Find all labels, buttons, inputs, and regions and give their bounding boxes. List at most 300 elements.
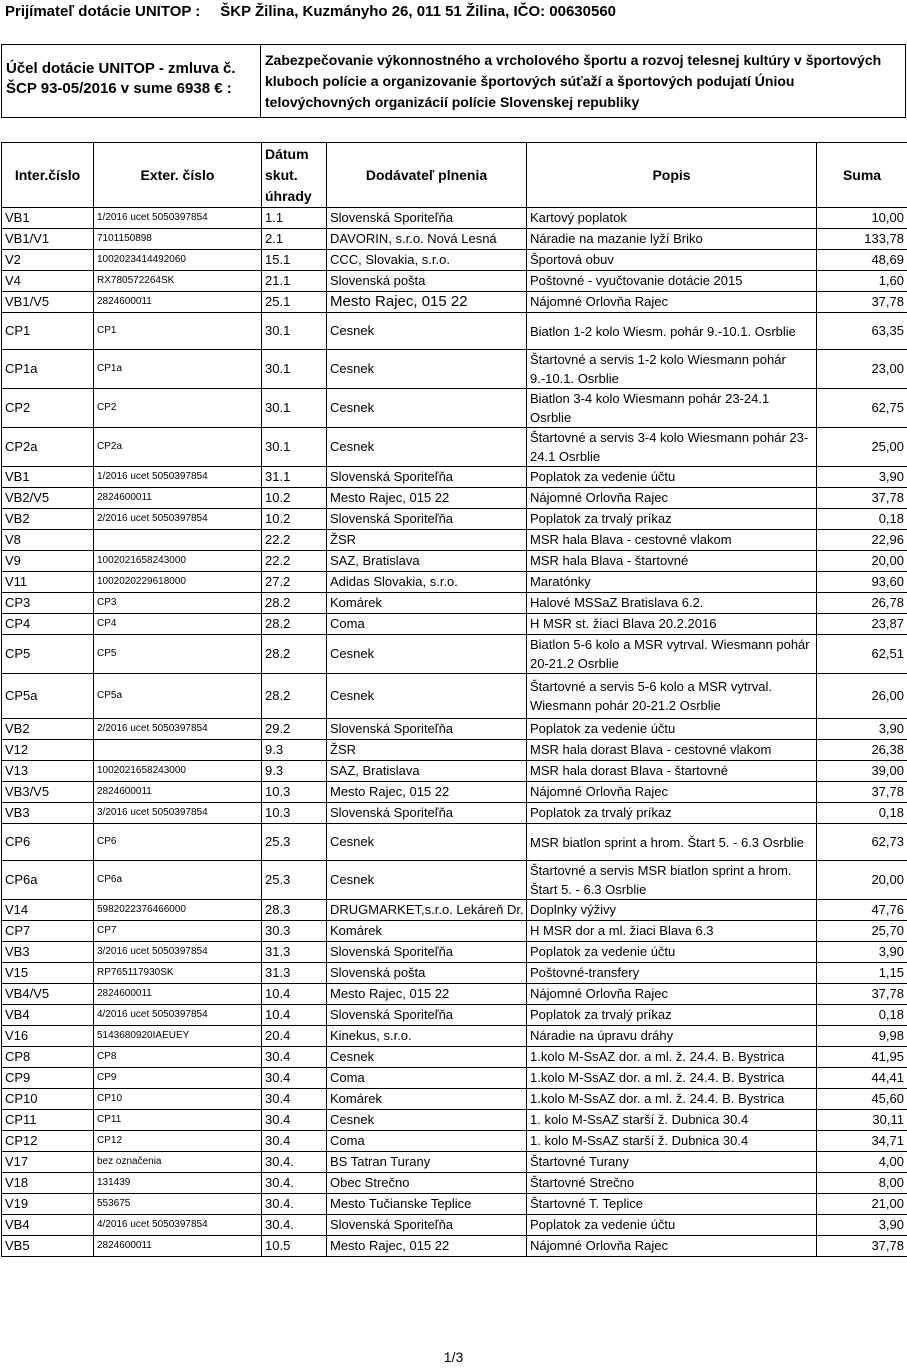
cell-supplier: Slovenská Sporiteľňa (327, 208, 527, 229)
cell-inter: VB2/V5 (2, 488, 94, 509)
cell-supplier: Cesnek (327, 674, 527, 719)
cell-inter: VB3/V5 (2, 782, 94, 803)
cell-inter: V16 (2, 1026, 94, 1047)
purpose-text: Zabezpečovanie výkonnostného a vrcholového športu a rozvoj telesnej kultúry v športových kluboch polície a organizovanie športových súťaží a športových podujatí Úniou telovýchovných organizácií polície Slovenskej republiky (265, 52, 882, 110)
cell-exter: 131439 (94, 1173, 262, 1194)
cell-desc: Nájomné Orlovňa Rajec (527, 1236, 817, 1257)
cell-date: 10.4 (262, 1005, 327, 1026)
cell-inter: CP5a (2, 674, 94, 719)
cell-desc: MSR hala dorast Blava - cestovné vlakom (527, 740, 817, 761)
cell-supplier: Slovenská Sporiteľňa (327, 467, 527, 488)
cell-sum: 0,18 (817, 803, 907, 824)
cell-supplier: Slovenská pošta (327, 271, 527, 292)
cell-exter: 1/2016 ucet 5050397854 (94, 208, 262, 229)
cell-exter: 1002020229618000 (94, 572, 262, 593)
cell-supplier: Kinekus, s.r.o. (327, 1026, 527, 1047)
cell-supplier: Komárek (327, 593, 527, 614)
cell-exter: bez označenia (94, 1152, 262, 1173)
cell-inter: VB1/V5 (2, 292, 94, 313)
cell-sum: 25,00 (817, 428, 907, 467)
cell-exter: 553675 (94, 1194, 262, 1215)
cell-date: 30.4. (262, 1173, 327, 1194)
cell-sum: 10,00 (817, 208, 907, 229)
cell-supplier: Cesnek (327, 350, 527, 389)
cell-inter: VB2 (2, 509, 94, 530)
cell-supplier: Slovenská Sporiteľňa (327, 1005, 527, 1026)
table-row (2, 1173, 907, 1194)
cell-desc: Poplatok za vedenie účtu (527, 467, 817, 488)
cell-desc: Biatlon 3-4 kolo Wiesmann pohár 23-24.1 Osrblie (527, 389, 817, 428)
cell-supplier: ŽSR (327, 740, 527, 761)
cell-inter: CP6a (2, 861, 94, 900)
cell-inter: CP6 (2, 824, 94, 861)
cell-supplier: Cesnek (327, 635, 527, 674)
cell-date: 28.2 (262, 635, 327, 674)
table-row (2, 782, 907, 803)
cell-sum: 62,75 (817, 389, 907, 428)
cell-sum: 37,78 (817, 488, 907, 509)
cell-sum: 23,87 (817, 614, 907, 635)
cell-inter: VB1 (2, 208, 94, 229)
table-row (2, 350, 907, 389)
table-row (2, 428, 907, 467)
cell-sum: 47,76 (817, 900, 907, 921)
cell-sum: 9,98 (817, 1026, 907, 1047)
cell-date: 27.2 (262, 572, 327, 593)
cell-inter: V13 (2, 761, 94, 782)
cell-inter: CP4 (2, 614, 94, 635)
cell-date: 29.2 (262, 719, 327, 740)
cell-exter: CP1a (94, 350, 262, 389)
cell-inter: V12 (2, 740, 94, 761)
cell-supplier: Mesto Rajec, 015 22 (327, 1236, 527, 1257)
cell-supplier: Slovenská Sporiteľňa (327, 509, 527, 530)
cell-supplier: Coma (327, 1131, 527, 1152)
cell-supplier: BS Tatran Turany (327, 1152, 527, 1173)
cell-exter: 2824600011 (94, 782, 262, 803)
cell-sum: 8,00 (817, 1173, 907, 1194)
table-row (2, 1236, 907, 1257)
cell-sum: 0,18 (817, 509, 907, 530)
cell-date: 9.3 (262, 761, 327, 782)
table-row (2, 674, 907, 719)
cell-desc: Štartovné Strečno (527, 1173, 817, 1194)
cell-sum: 34,71 (817, 1131, 907, 1152)
cell-sum: 23,00 (817, 350, 907, 389)
cell-date: 22.2 (262, 551, 327, 572)
table-row (2, 530, 907, 551)
cell-sum: 25,70 (817, 921, 907, 942)
table-row (2, 1047, 907, 1068)
cell-sum: 21,00 (817, 1194, 907, 1215)
table-row (2, 1215, 907, 1236)
cell-desc: Nájomné Orlovňa Rajec (527, 292, 817, 313)
cell-inter: VB5 (2, 1236, 94, 1257)
cell-date: 30.4. (262, 1215, 327, 1236)
cell-date: 22.2 (262, 530, 327, 551)
cell-exter: 1002021658243000 (94, 761, 262, 782)
cell-desc: MSR hala Blava - cestovné vlakom (527, 530, 817, 551)
table-row (2, 313, 907, 350)
cell-supplier: Cesnek (327, 313, 527, 350)
cell-sum: 44,41 (817, 1068, 907, 1089)
cell-supplier: SAZ, Bratislava (327, 761, 527, 782)
cell-desc: 1.kolo M-SsAZ dor. a ml. ž. 24.4. B. Bystrica (527, 1089, 817, 1110)
cell-exter: 2824600011 (94, 984, 262, 1005)
table-row (2, 467, 907, 488)
cell-inter: V18 (2, 1173, 94, 1194)
table-row (2, 614, 907, 635)
cell-inter: CP3 (2, 593, 94, 614)
cell-date: 30.4. (262, 1152, 327, 1173)
table-row (2, 1089, 907, 1110)
cell-exter: CP2a (94, 428, 262, 467)
table-row (2, 963, 907, 984)
cell-exter: CP5 (94, 635, 262, 674)
cell-inter: V15 (2, 963, 94, 984)
cell-desc: Biatlon 1-2 kolo Wiesm. pohár 9.-10.1. Osrblie (527, 313, 817, 350)
purpose-box (1, 44, 906, 118)
cell-exter: CP5a (94, 674, 262, 719)
cell-sum: 3,90 (817, 719, 907, 740)
cell-exter: CP9 (94, 1068, 262, 1089)
cell-sum: 26,00 (817, 674, 907, 719)
table-row (2, 921, 907, 942)
cell-date: 30.4 (262, 1089, 327, 1110)
cell-sum: 3,90 (817, 467, 907, 488)
cell-inter: CP2 (2, 389, 94, 428)
table-body (2, 208, 907, 1257)
cell-supplier: Cesnek (327, 1047, 527, 1068)
cell-supplier: Slovenská Sporiteľňa (327, 1215, 527, 1236)
table-row (2, 1131, 907, 1152)
cell-supplier: Coma (327, 1068, 527, 1089)
cell-date: 31.1 (262, 467, 327, 488)
table-row (2, 900, 907, 921)
cell-date: 28.2 (262, 674, 327, 719)
cell-desc: Športová obuv (527, 250, 817, 271)
cell-supplier: Mesto Rajec, 015 22 (327, 782, 527, 803)
table-row (2, 389, 907, 428)
cell-sum: 133,78 (817, 229, 907, 250)
cell-exter: CP6 (94, 824, 262, 861)
cell-desc: Náradie na úpravu dráhy (527, 1026, 817, 1047)
cell-exter: 5982022376466000 (94, 900, 262, 921)
cell-desc: MSR hala dorast Blava - štartovné (527, 761, 817, 782)
cell-desc: 1. kolo M-SsAZ starší ž. Dubnica 30.4 (527, 1131, 817, 1152)
cell-sum: 20,00 (817, 861, 907, 900)
table-row (2, 271, 907, 292)
table-row (2, 1005, 907, 1026)
cell-desc: Nájomné Orlovňa Rajec (527, 782, 817, 803)
col-header-exter: Exter. číslo (94, 143, 262, 208)
cell-desc: Nájomné Orlovňa Rajec (527, 488, 817, 509)
cell-sum: 26,38 (817, 740, 907, 761)
cell-inter: VB1 (2, 467, 94, 488)
cell-date: 10.3 (262, 782, 327, 803)
col-header-date (262, 143, 327, 208)
cell-date: 10.3 (262, 803, 327, 824)
cell-inter: CP1 (2, 313, 94, 350)
cell-desc: Poplatok za vedenie účtu (527, 719, 817, 740)
cell-desc: Náradie na mazanie lyží Briko (527, 229, 817, 250)
cell-desc: Nájomné Orlovňa Rajec (527, 984, 817, 1005)
cell-date: 2.1 (262, 229, 327, 250)
cell-desc: Poplatok za trvalý príkaz (527, 803, 817, 824)
cell-inter: VB3 (2, 942, 94, 963)
table-row (2, 824, 907, 861)
table-row (2, 551, 907, 572)
cell-inter: V2 (2, 250, 94, 271)
cell-sum: 39,00 (817, 761, 907, 782)
cell-desc: Poplatok za trvalý príkaz (527, 509, 817, 530)
cell-exter: 4/2016 ucet 5050397854 (94, 1215, 262, 1236)
table-row (2, 292, 907, 313)
table-row (2, 250, 907, 271)
cell-date: 20.4 (262, 1026, 327, 1047)
table-header-row (2, 143, 907, 208)
cell-inter: CP5 (2, 635, 94, 674)
table-row (2, 509, 907, 530)
cell-desc: H MSR dor a ml. žiaci Blava 6.3 (527, 921, 817, 942)
table-row (2, 229, 907, 250)
cell-desc: H MSR st. žiaci Blava 20.2.2016 (527, 614, 817, 635)
cell-date: 1.1 (262, 208, 327, 229)
cell-inter: V19 (2, 1194, 94, 1215)
cell-desc: Halové MSSaZ Bratislava 6.2. (527, 593, 817, 614)
table-row (2, 740, 907, 761)
cell-inter: CP12 (2, 1131, 94, 1152)
cell-supplier: Cesnek (327, 824, 527, 861)
cell-supplier: DAVORIN, s.r.o. Nová Lesná (327, 229, 527, 250)
cell-exter: 2824600011 (94, 1236, 262, 1257)
cell-sum: 4,00 (817, 1152, 907, 1173)
recipient-header (5, 3, 616, 20)
col-header-supplier: Dodávateľ plnenia (327, 143, 527, 208)
table-row (2, 942, 907, 963)
table-row (2, 719, 907, 740)
cell-supplier: ŽSR (327, 530, 527, 551)
cell-sum: 37,78 (817, 1236, 907, 1257)
cell-inter: V4 (2, 271, 94, 292)
col-header-desc: Popis (527, 143, 817, 208)
cell-supplier: Cesnek (327, 428, 527, 467)
cell-exter: CP8 (94, 1047, 262, 1068)
cell-exter: 2824600011 (94, 488, 262, 509)
cell-date: 30.1 (262, 389, 327, 428)
cell-sum: 22,96 (817, 530, 907, 551)
table-row (2, 208, 907, 229)
cell-desc: 1. kolo M-SsAZ starší ž. Dubnica 30.4 (527, 1110, 817, 1131)
cell-date: 25.3 (262, 861, 327, 900)
cell-sum: 45,60 (817, 1089, 907, 1110)
cell-inter: V14 (2, 900, 94, 921)
cell-exter: 3/2016 ucet 5050397854 (94, 803, 262, 824)
cell-inter: VB2 (2, 719, 94, 740)
cell-date: 28.3 (262, 900, 327, 921)
table-row (2, 572, 907, 593)
cell-sum: 37,78 (817, 782, 907, 803)
cell-inter: VB4/V5 (2, 984, 94, 1005)
cell-exter: 2824600011 (94, 292, 262, 313)
cell-desc: Štartovné a servis MSR biatlon sprint a hrom. Štart 5. - 6.3 Osrblie (527, 861, 817, 900)
cell-exter: 1002021658243000 (94, 551, 262, 572)
cell-exter: 7101150898 (94, 229, 262, 250)
cell-inter: CP1a (2, 350, 94, 389)
cell-desc: Maratónky (527, 572, 817, 593)
cell-date: 21.1 (262, 271, 327, 292)
cell-inter: V9 (2, 551, 94, 572)
cell-supplier: DRUGMARKET,s.r.o. Lekáreň Dr. (327, 900, 527, 921)
cell-date: 15.1 (262, 250, 327, 271)
cell-supplier: Komárek (327, 921, 527, 942)
cell-supplier: Cesnek (327, 1110, 527, 1131)
cell-exter: 1/2016 ucet 5050397854 (94, 467, 262, 488)
cell-date: 25.1 (262, 292, 327, 313)
cell-sum: 26,78 (817, 593, 907, 614)
cell-sum: 62,51 (817, 635, 907, 674)
cell-desc: Štartovné T. Teplice (527, 1194, 817, 1215)
cell-supplier: Slovenská pošta (327, 963, 527, 984)
cell-sum: 37,78 (817, 292, 907, 313)
cell-inter: CP11 (2, 1110, 94, 1131)
cell-sum: 30,11 (817, 1110, 907, 1131)
table-row (2, 803, 907, 824)
cell-inter: VB1/V1 (2, 229, 94, 250)
page-number: 1/3 (443, 1349, 464, 1365)
cell-date: 30.4. (262, 1194, 327, 1215)
cell-supplier: Mesto Tučianske Teplice (327, 1194, 527, 1215)
cell-inter: CP7 (2, 921, 94, 942)
table-row (2, 1026, 907, 1047)
cell-inter: VB3 (2, 803, 94, 824)
cell-desc: Štartovné a servis 1-2 kolo Wiesmann pohár 9.-10.1. Osrblie (527, 350, 817, 389)
cell-exter: RX780572264SK (94, 271, 262, 292)
cell-supplier: Slovenská Sporiteľňa (327, 942, 527, 963)
cell-sum: 20,00 (817, 551, 907, 572)
cell-supplier: SAZ, Bratislava (327, 551, 527, 572)
cell-supplier: CCC, Slovakia, s.r.o. (327, 250, 527, 271)
cell-sum: 93,60 (817, 572, 907, 593)
cell-desc: MSR biatlon sprint a hrom. Štart 5. - 6.3 Osrblie (527, 824, 817, 861)
cell-supplier: Slovenská Sporiteľňa (327, 803, 527, 824)
cell-date: 10.4 (262, 984, 327, 1005)
cell-exter: CP4 (94, 614, 262, 635)
cell-desc: Štartovné a servis 3-4 kolo Wiesmann pohár 23-24.1 Osrblie (527, 428, 817, 467)
cell-date: 9.3 (262, 740, 327, 761)
col-header-inter: Inter.číslo (2, 143, 94, 208)
cell-desc: Poplatok za vedenie účtu (527, 1215, 817, 1236)
cell-exter: CP12 (94, 1131, 262, 1152)
cell-sum: 3,90 (817, 1215, 907, 1236)
table-row (2, 861, 907, 900)
cell-sum: 62,73 (817, 824, 907, 861)
cell-sum: 41,95 (817, 1047, 907, 1068)
cell-date: 25.3 (262, 824, 327, 861)
cell-date: 30.1 (262, 350, 327, 389)
cell-exter: 3/2016 ucet 5050397854 (94, 942, 262, 963)
cell-exter: CP3 (94, 593, 262, 614)
cell-date: 30.4 (262, 1047, 327, 1068)
cell-date: 30.1 (262, 313, 327, 350)
cell-supplier: Cesnek (327, 861, 527, 900)
cell-desc: 1.kolo M-SsAZ dor. a ml. ž. 24.4. B. Bystrica (527, 1068, 817, 1089)
cell-date: 30.1 (262, 428, 327, 467)
cell-supplier: Mesto Rajec, 015 22 (327, 488, 527, 509)
cell-inter: VB4 (2, 1005, 94, 1026)
cell-supplier: Cesnek (327, 389, 527, 428)
cell-exter: 5143680920IAEUEY (94, 1026, 262, 1047)
cell-date: 30.3 (262, 921, 327, 942)
cell-supplier: Komárek (327, 1089, 527, 1110)
table-row (2, 1194, 907, 1215)
table-row (2, 984, 907, 1005)
table-row (2, 1152, 907, 1173)
cell-desc: Poštovné - vyučtovanie dotácie 2015 (527, 271, 817, 292)
cell-desc: Kartový poplatok (527, 208, 817, 229)
table-row (2, 635, 907, 674)
cell-supplier: Obec Strečno (327, 1173, 527, 1194)
cell-exter: CP2 (94, 389, 262, 428)
cell-desc: Štartovné a servis 5-6 kolo a MSR vytrval. Wiesmann pohár 20-21.2 Osrblie (527, 674, 817, 719)
cell-exter: CP7 (94, 921, 262, 942)
cell-desc: Doplnky výživy (527, 900, 817, 921)
cell-date: 31.3 (262, 963, 327, 984)
cell-desc: Biatlon 5-6 kolo a MSR vytrval. Wiesmann pohár 20-21.2 Osrblie (527, 635, 817, 674)
cell-inter: CP2a (2, 428, 94, 467)
cell-date: 31.3 (262, 942, 327, 963)
cell-sum: 0,18 (817, 1005, 907, 1026)
purpose-label: Účel dotácie UNITOP - zmluva č. ŠCP 93-05/2016 v sume 6938 € : (2, 45, 261, 117)
cell-exter: RP765117930SK (94, 963, 262, 984)
cell-supplier: Adidas Slovakia, s.r.o. (327, 572, 527, 593)
cell-inter: CP9 (2, 1068, 94, 1089)
cell-date: 28.2 (262, 614, 327, 635)
cell-desc: Poplatok za trvalý príkaz (527, 1005, 817, 1026)
cell-date: 10.2 (262, 488, 327, 509)
cell-date: 30.4 (262, 1110, 327, 1131)
cell-supplier: Mesto Rajec, 015 22 (327, 292, 527, 313)
cell-sum: 3,90 (817, 942, 907, 963)
cell-date: 10.2 (262, 509, 327, 530)
table-row (2, 761, 907, 782)
cell-sum: 1,15 (817, 963, 907, 984)
cell-exter: CP11 (94, 1110, 262, 1131)
cell-sum: 37,78 (817, 984, 907, 1005)
cell-desc: Poštovné-transfery (527, 963, 817, 984)
cell-date: 30.4 (262, 1131, 327, 1152)
cell-supplier: Mesto Rajec, 015 22 (327, 984, 527, 1005)
cell-exter: CP1 (94, 313, 262, 350)
cell-inter: CP8 (2, 1047, 94, 1068)
cell-desc: 1.kolo M-SsAZ dor. a ml. ž. 24.4. B. Bystrica (527, 1047, 817, 1068)
cell-supplier: Slovenská Sporiteľňa (327, 719, 527, 740)
table-row (2, 1110, 907, 1131)
cell-sum: 1,60 (817, 271, 907, 292)
cell-exter: 4/2016 ucet 5050397854 (94, 1005, 262, 1026)
cell-desc: MSR hala Blava - štartovné (527, 551, 817, 572)
cell-exter: CP6a (94, 861, 262, 900)
cell-inter: V8 (2, 530, 94, 551)
cell-sum: 48,69 (817, 250, 907, 271)
cell-inter: V17 (2, 1152, 94, 1173)
cell-exter (94, 740, 262, 761)
cell-sum: 63,35 (817, 313, 907, 350)
cell-desc: Štartovné Turany (527, 1152, 817, 1173)
recipient-value: ŠKP Žilina, Kuzmányho 26, 011 51 Žilina, IČO: 00630560 (220, 3, 617, 20)
col-header-sum: Suma (817, 143, 907, 208)
cell-date: 28.2 (262, 593, 327, 614)
